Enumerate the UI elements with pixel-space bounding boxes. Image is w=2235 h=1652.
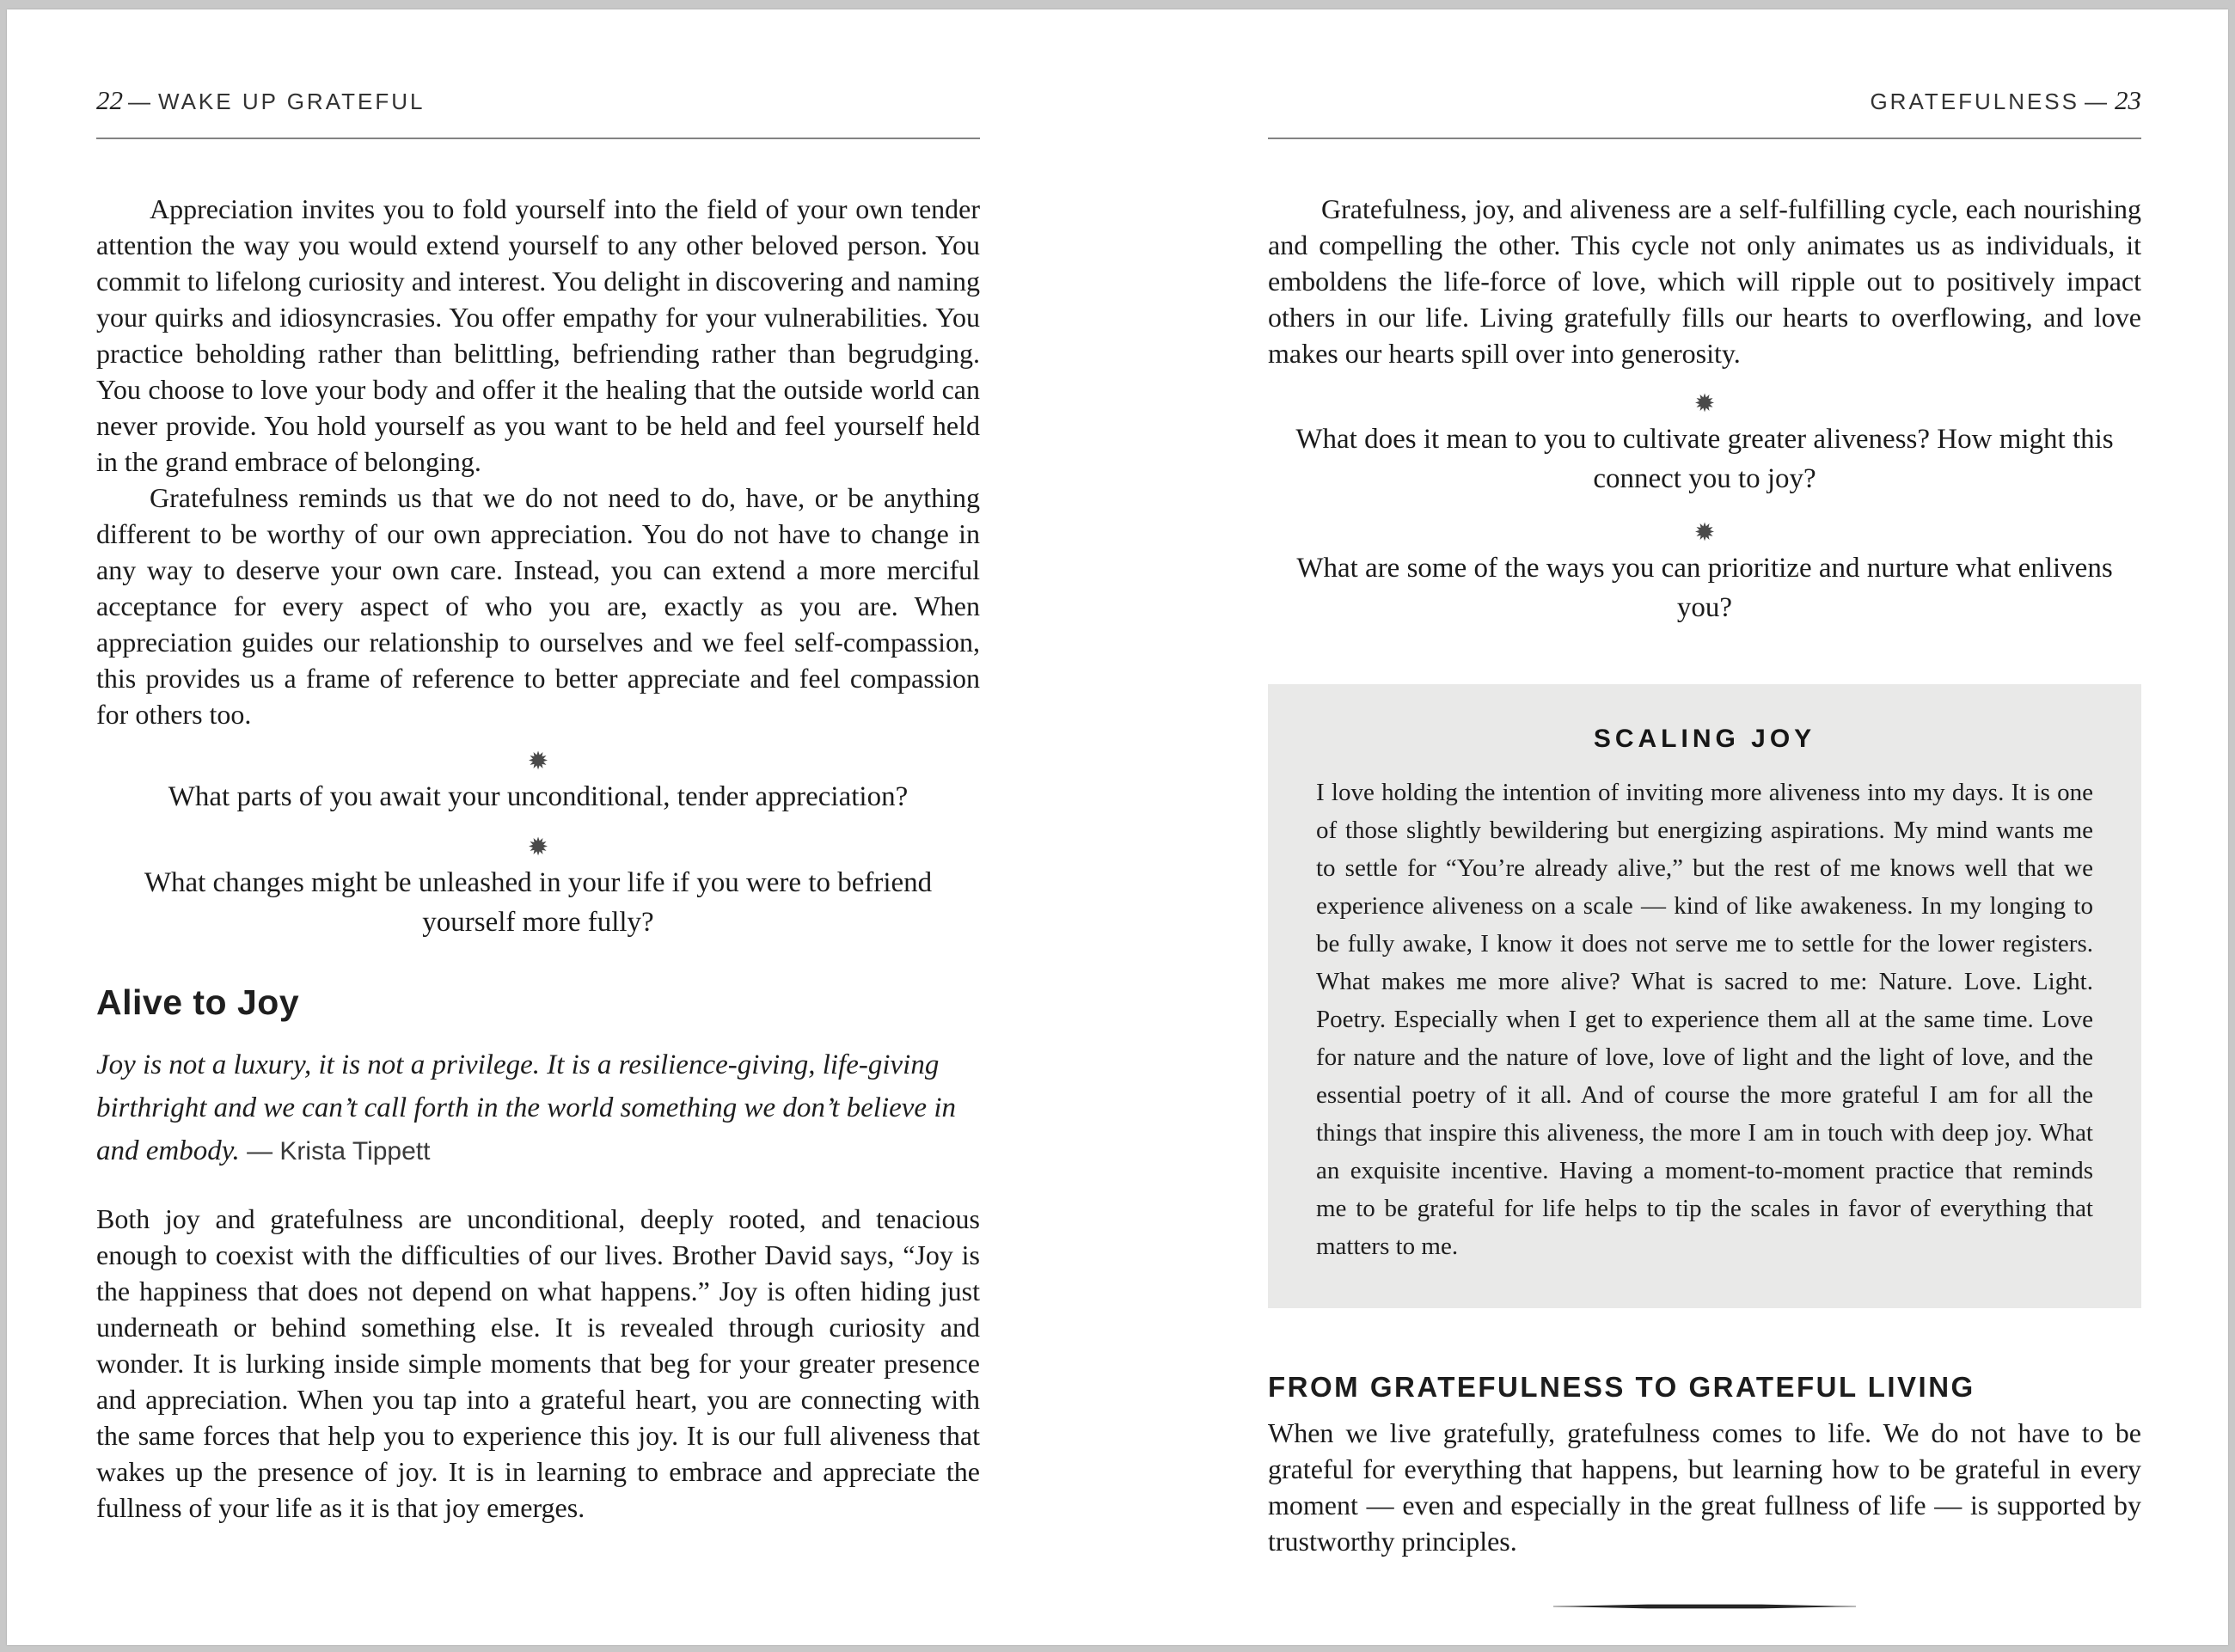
page-number-left: 22 bbox=[96, 85, 123, 115]
running-header-right bbox=[1268, 85, 2141, 117]
book-page-spread bbox=[7, 9, 2228, 1645]
tapered-divider-icon bbox=[1553, 1603, 1856, 1610]
running-title-right: GRATEFULNESS bbox=[1870, 89, 2079, 114]
starburst-divider-icon: ✹ bbox=[1693, 389, 1716, 418]
paragraph: Appreciation invites you to fold yourself into the field of your own tender attention the way you would extend yourself to any other beloved person. You commit to lifelong curiosity and interest. You delight in discovering and naming your quirks and idiosyncrasies. You offer empathy for your vulnerabilities. You practice beholding rather than belittling, befriending rather than begrudging. You choose to love your body and offer it the healing that the outside world can never provide. You hold yourself as you want to be held and feel yourself held in the grand embrace of belonging. bbox=[96, 193, 980, 477]
page-number-right: 23 bbox=[2115, 85, 2141, 115]
reflection-question: What does it mean to you to cultivate greater aliveness? How might this connect you to joy? bbox=[1295, 424, 2114, 494]
section-heading: FROM GRATEFULNESS TO GRATEFUL LIVING bbox=[1268, 1371, 1975, 1403]
reflection-question: What changes might be unleashed in your life if you were to befriend yourself more fully? bbox=[144, 867, 933, 938]
callout-title: SCALING JOY bbox=[1593, 725, 1816, 753]
starburst-divider-icon: ✹ bbox=[527, 832, 549, 861]
callout-box bbox=[1268, 684, 2141, 1308]
right-page bbox=[1268, 9, 2141, 1614]
starburst-divider-icon: ✹ bbox=[1693, 517, 1716, 547]
left-page bbox=[96, 9, 980, 1526]
running-title-left: WAKE UP GRATEFUL bbox=[158, 89, 426, 114]
paragraph: Gratefulness, joy, and aliveness are a self-fulfilling cycle, each nourishing and compelling the other. This cycle not only animates us as individuals, it emboldens the life-force of love, which will ripple out to positively impact others in our life. Living gratefully fills our hearts to overflowing, and love makes our hearts spill over into generosity. bbox=[1268, 193, 2141, 369]
starburst-divider-icon: ✹ bbox=[527, 746, 549, 775]
callout-body: I love holding the intention of inviting more aliveness into my days. It is one of those slightly bewildering but energizing aspirations. My mind wants me to settle for “You’re already alive,” but the rest of me knows well that we experience aliveness on a scale — kind of like awakeness. In my longing to be fully awake, I know it does not serve me to settle for the lower registers. What makes me more alive? What is sacred to me: Nature. Love. Light. Poetry. Especially when I get to experience them all at the same time. Love for nature and the nature of love, love of light and the light of love, and the essential poetry of it all. And of course the more grateful I am for all the things that inspire this aliveness, the more I am in touch with deep joy. What an exquisite incentive. Having a moment-to-moment practice that reminds me to be grateful for life helps to tip the scales in favor of everything that matters to me. bbox=[1316, 779, 2093, 1260]
header-rule-right bbox=[1268, 138, 2141, 139]
reflection-question: What are some of the ways you can prioritize and nurture what enlivens you? bbox=[1296, 553, 2113, 623]
running-header-left bbox=[96, 85, 980, 117]
header-separator: — bbox=[2085, 89, 2109, 114]
header-rule-left bbox=[96, 138, 980, 139]
section-heading: Alive to Joy bbox=[96, 982, 300, 1022]
reflection-question: What parts of you await your unconditional, tender appreciation? bbox=[168, 781, 909, 812]
paragraph: Gratefulness reminds us that we do not need to do, have, or be anything different to be worthy of our own appreciation. You do not have to change in any way to deserve your own care. Instead, you can extend a more merciful acceptance for every aspect of who you are, exactly as you are. When appreciation guides our relationship to ourselves and we feel self-compassion, this provides us a frame of reference to better appreciate and feel compassion for others too. bbox=[96, 482, 980, 730]
paragraph: Both joy and gratefulness are unconditional, deeply rooted, and tenacious enough to coexist with the difficulties of our lives. Brother David says, “Joy is the happiness that does not depend on what happens.” Joy is often hiding just underneath or behind something else. It is revealed through curiosity and wonder. It is lurking inside simple moments that beg for your greater presence and appreciation. When you tap into a grateful heart, you are connecting with the same forces that help you to experience this joy. It is our full aliveness that wakes up the presence of joy. It is in learning to embrace and appreciate the fullness of your life as it is that joy emerges. bbox=[96, 1203, 980, 1523]
paragraph: When we live gratefully, gratefulness comes to life. We do not have to be grateful for everything that happens, but learning how to be grateful in every moment — even and especially in the great fullness of life — is supported by trustworthy principles. bbox=[1268, 1417, 2141, 1557]
quote-attribution: — Krista Tippett bbox=[247, 1137, 431, 1166]
header-separator: — bbox=[128, 89, 153, 114]
section-end-divider bbox=[1268, 1599, 2141, 1614]
epigraph-quote-text: Joy is not a luxury, it is not a privilege. It is a resilience-giving, life-giving birthright and we can’t call forth in the world something we don’t believe in and embody. bbox=[96, 1049, 956, 1166]
epigraph-quote bbox=[96, 1043, 980, 1173]
